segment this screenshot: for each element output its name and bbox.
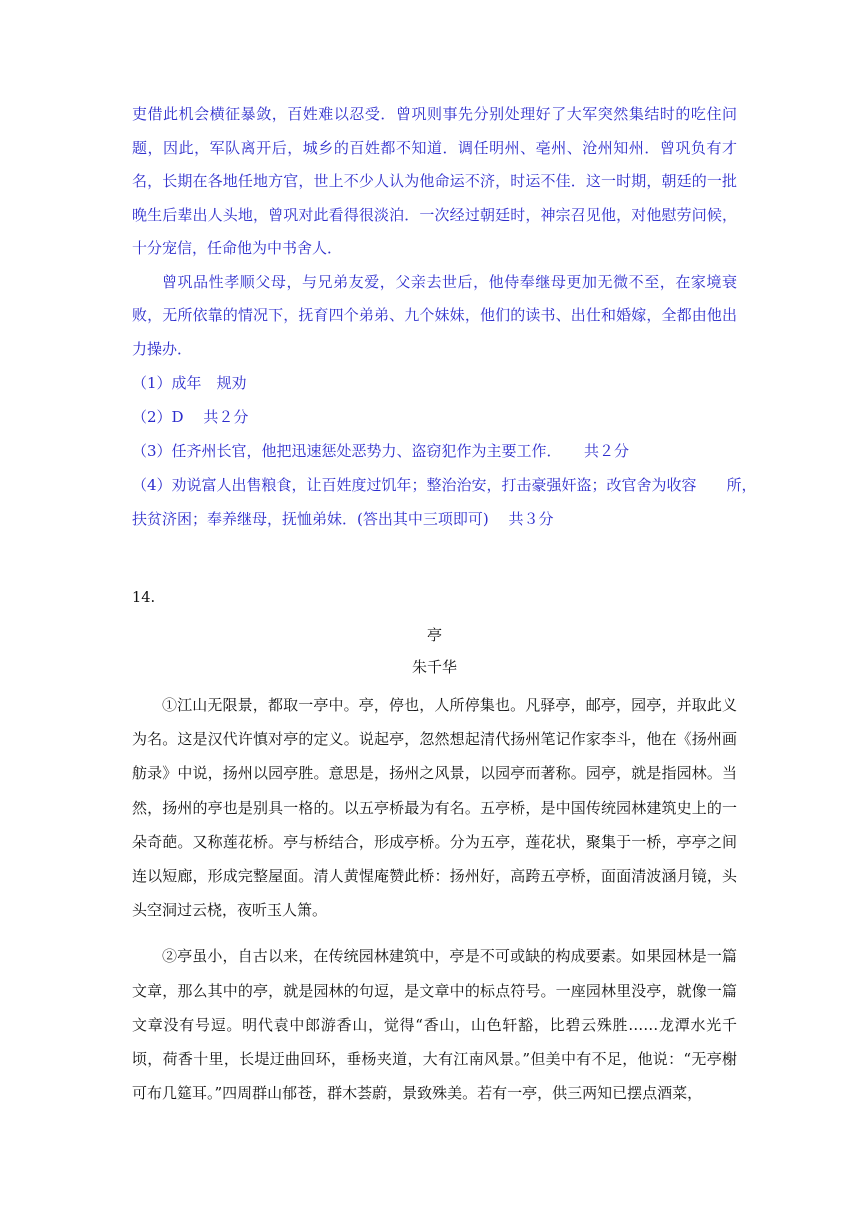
answer-line: 扶贫济困；奉养继母，抚恤弟妹．(答出其中三项即可) 共３分 bbox=[132, 510, 554, 528]
essay-title: 亭 bbox=[426, 626, 442, 644]
essay-author: 朱千华 bbox=[411, 658, 457, 676]
answer-section bbox=[132, 98, 757, 536]
answer-line: （4）劝说富人出售粮食，让百姓度过饥年；整治治安，打击豪强奸盗；改官舍为收容 所， bbox=[132, 476, 757, 494]
answer-line: （1）成年 规劝 bbox=[132, 374, 247, 392]
essay-paragraph: ②亭虽小，自古以来，在传统园林建筑中，亭是不可或缺的构成要素。如果园林是一篇文章，那么其中的亭，就是园林的句逗，是文章中的标点符号。一座园林里没亭，就像一篇文章没有号逗。明代袁中郎游香山，觉得“香山，山色轩豁，比碧云殊胜……龙潭水光千顷，荷香十里，长堤迂曲回环，垂杨夹道，大有江南风景。”但美中有不足，他说：“无亭榭可布几筵耳。”四周群山郁苍，群木荟蔚，景致殊美。若有一亭，供三两知已摆点酒菜， bbox=[132, 947, 737, 1103]
answer-line: （2）D 共２分 bbox=[132, 408, 249, 426]
answer-line: （3）任齐州长官，他把迅速惩处恶势力、盗窃犯作为主要工作． 共２分 bbox=[132, 442, 630, 460]
translation-paragraph: 吏借此机会横征暴敛，百姓难以忍受．曾巩则事先分别处理好了大军突然集结时的吃住问题，因此，军队离开后，城乡的百姓都不知道．调任明州、亳州、沧州知州．曾巩负有才名，长期在各地任地方官，世上不少人认为他命运不济，时运不佳．这一时期，朝廷的一批晚生后辈出人头地，曾巩对此看得很淡泊．一次经过朝廷时，神宗召见他，对他慰劳问候，十分宠信，任命他为中书舍人． bbox=[132, 105, 737, 257]
question-number: 14. bbox=[132, 590, 156, 606]
essay-paragraph: ①江山无限景，都取一亭中。亭，停也，人所停集也。凡驿亭，邮亭，园亭，并取此义为名。这是汉代许慎对亭的定义。说起亭，忽然想起清代扬州笔记作家李斗，他在《扬州画舫录》中说，扬州以园亭胜。意思是，扬州之风景，以园亭而著称。园亭，就是指园林。当然，扬州的亭也是别具一格的。以五亭桥最为有名。五亭桥，是中国传统园林建筑史上的一朵奇葩。又称莲花桥。亭与桥结合，形成亭桥。分为五亭，莲花状，聚集于一桥，亭亭之间连以短廊，形成完整屋面。清人黄惺庵赞此桥：扬州好，高跨五亭桥，面面清波涵月镜，头头空洞过云桡，夜听玉人箫。 bbox=[132, 696, 737, 920]
translation-paragraph: 曾巩品性孝顺父母，与兄弟友爱，父亲去世后，他侍奉继母更加无微不至，在家境衰败，无所依靠的情况下，抚育四个弟弟、九个妹妹，他们的读书、出仕和婚嫁，全都由他出力操办． bbox=[132, 272, 737, 358]
essay bbox=[132, 620, 737, 1110]
